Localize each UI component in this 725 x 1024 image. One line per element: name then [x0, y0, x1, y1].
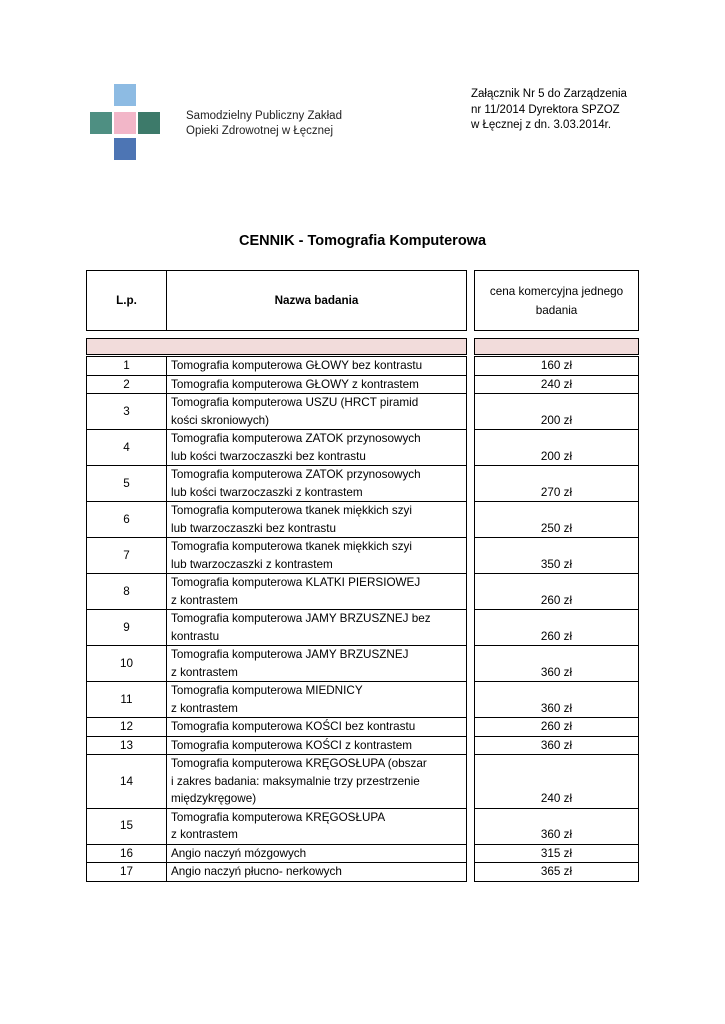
exam-name-line: Tomografia komputerowa KRĘGOSŁUPA (obszar [171, 757, 427, 770]
table-row [87, 682, 467, 718]
exam-price: 260 zł [475, 610, 639, 646]
exam-price: 240 zł [475, 375, 639, 394]
price-row [475, 394, 639, 430]
exam-name [167, 808, 467, 844]
exam-name [167, 466, 467, 502]
price-row [475, 610, 639, 646]
price-row [475, 574, 639, 610]
table-row [87, 538, 467, 574]
row-number: 13 [87, 736, 167, 755]
exam-name-line: międzykręgowe) [171, 792, 257, 805]
row-number: 5 [87, 466, 167, 502]
exam-price: 360 zł [475, 736, 639, 755]
price-row [475, 718, 639, 737]
exam-name-line: Tomografia komputerowa GŁOWY bez kontrastu [171, 359, 423, 372]
price-row [475, 808, 639, 844]
table-band-right [474, 338, 639, 355]
exam-name-line: Tomografia komputerowa tkanek miękkich szyi [171, 540, 412, 553]
exam-name [167, 574, 467, 610]
table-row [87, 755, 467, 809]
row-number: 10 [87, 646, 167, 682]
exam-name-line: lub kości twarzoczaszki z kontrastem [171, 485, 363, 499]
row-number: 14 [87, 755, 167, 809]
table-row [87, 394, 467, 430]
price-row [475, 646, 639, 682]
header-name: Nazwa badania [167, 271, 467, 331]
annex-line3: w Łęcznej z dn. 3.03.2014r. [471, 119, 612, 131]
exam-price: 360 zł [475, 808, 639, 844]
exam-name-line: Tomografia komputerowa KOŚCI z kontrastem [171, 738, 412, 752]
header-price [475, 271, 639, 331]
logo-square-top [114, 84, 136, 106]
price-row [475, 538, 639, 574]
exam-name-line: kontrastu [171, 629, 220, 643]
exam-name-line: kości skroniowych) [171, 413, 270, 427]
exam-name-line: lub twarzoczaszki z kontrastem [171, 557, 333, 571]
exam-name-line: Tomografia komputerowa ZATOK przynosowych [171, 432, 421, 445]
exam-price: 240 zł [475, 755, 639, 809]
exam-name-line: Tomografia komputerowa tkanek miękkich szyi [171, 504, 412, 517]
exam-name [167, 357, 467, 376]
row-number: 12 [87, 718, 167, 737]
table-row [87, 375, 467, 394]
annex-line1: Załącznik Nr 5 do Zarządzenia [471, 88, 627, 100]
price-row [475, 375, 639, 394]
logo-square-left [90, 112, 112, 134]
row-number: 16 [87, 844, 167, 863]
row-number: 11 [87, 682, 167, 718]
exam-name [167, 394, 467, 430]
exam-name-line: Tomografia komputerowa KOŚCI bez kontrastu [171, 720, 416, 733]
table-header-left [86, 270, 467, 331]
price-row [475, 736, 639, 755]
exam-name-line: Angio naczyń mózgowych [171, 846, 307, 860]
exam-name [167, 844, 467, 863]
exam-name [167, 736, 467, 755]
exam-price: 350 zł [475, 538, 639, 574]
annex-note [471, 87, 627, 134]
exam-name-line: Tomografia komputerowa JAMY BRZUSZNEJ bez [171, 612, 431, 625]
price-row [475, 682, 639, 718]
price-row [475, 844, 639, 863]
table-row [87, 646, 467, 682]
exam-price: 260 zł [475, 718, 639, 737]
exam-name-line: Tomografia komputerowa ZATOK przynosowych [171, 468, 421, 481]
exam-price: 200 zł [475, 394, 639, 430]
exam-name-line: Angio naczyń płucno- nerkowych [171, 865, 342, 878]
exam-name [167, 646, 467, 682]
exam-name [167, 863, 467, 882]
table-row [87, 430, 467, 466]
organization-name-line1: Samodzielny Publiczny Zakład [186, 110, 342, 122]
exam-name-line: Tomografia komputerowa KLATKI PIERSIOWEJ [171, 576, 421, 589]
price-row [475, 430, 639, 466]
exam-name-line: z kontrastem [171, 593, 238, 607]
exam-name [167, 718, 467, 737]
header-price-text: cena komercyjna jednego badania [489, 284, 624, 317]
exam-name-line: Tomografia komputerowa GŁOWY z kontrastem [171, 377, 419, 391]
table-row [87, 736, 467, 755]
price-row [475, 863, 639, 882]
row-number: 6 [87, 502, 167, 538]
exam-price: 365 zł [475, 863, 639, 882]
table-row [87, 466, 467, 502]
annex-line2: nr 11/2014 Dyrektora SPZOZ [471, 103, 620, 116]
exam-name-line: Tomografia komputerowa JAMY BRZUSZNEJ [171, 648, 409, 661]
row-number: 1 [87, 357, 167, 376]
table-band-left [86, 338, 467, 355]
organization-name [186, 109, 342, 139]
logo-square-center [114, 112, 136, 134]
exam-price: 360 zł [475, 682, 639, 718]
exam-name [167, 755, 467, 809]
exam-name [167, 682, 467, 718]
exam-name [167, 610, 467, 646]
exam-name [167, 502, 467, 538]
row-number: 9 [87, 610, 167, 646]
exam-name-line: z kontrastem [171, 828, 238, 841]
exam-name-line: z kontrastem [171, 665, 238, 679]
organization-logo [88, 84, 162, 160]
row-number: 2 [87, 375, 167, 394]
table-row [87, 808, 467, 844]
table-row [87, 610, 467, 646]
exam-name-line: z kontrastem [171, 701, 238, 715]
exam-price: 250 zł [475, 502, 639, 538]
exam-name [167, 375, 467, 394]
exam-name-line: Tomografia komputerowa KRĘGOSŁUPA [171, 810, 386, 824]
exam-name [167, 538, 467, 574]
exam-name-line: Tomografia komputerowa USZU (HRCT piramid [171, 396, 419, 409]
price-row [475, 502, 639, 538]
exam-name-line: lub kości twarzoczaszki bez kontrastu [171, 449, 366, 463]
row-number: 15 [87, 808, 167, 844]
price-row [475, 755, 639, 809]
exam-price: 260 zł [475, 574, 639, 610]
price-row [475, 357, 639, 376]
exam-price: 270 zł [475, 466, 639, 502]
table-row [87, 502, 467, 538]
price-row [475, 466, 639, 502]
table-header-right [474, 270, 639, 331]
price-table-prices [474, 356, 639, 882]
table-row [87, 574, 467, 610]
header-lp: L.p. [87, 271, 167, 331]
row-number: 4 [87, 430, 167, 466]
row-number: 8 [87, 574, 167, 610]
price-table-names [86, 356, 467, 882]
exam-name-line: i zakres badania: maksymalnie trzy przestrzenie [171, 774, 420, 788]
row-number: 3 [87, 394, 167, 430]
exam-price: 200 zł [475, 430, 639, 466]
exam-name-line: Tomografia komputerowa MIEDNICY [171, 684, 363, 697]
table-row [87, 863, 467, 882]
logo-square-right [138, 112, 160, 134]
organization-name-line2: Opieki Zdrowotnej w Łęcznej [186, 125, 334, 137]
document-title: CENNIK - Tomografia Komputerowa [238, 233, 487, 249]
exam-price: 160 zł [475, 357, 639, 376]
logo-square-bottom [114, 138, 136, 160]
table-row [87, 718, 467, 737]
table-row [87, 844, 467, 863]
exam-name [167, 430, 467, 466]
exam-price: 360 zł [475, 646, 639, 682]
row-number: 17 [87, 863, 167, 882]
exam-price: 315 zł [475, 844, 639, 863]
exam-name-line: lub twarzoczaszki bez kontrastu [171, 521, 336, 535]
row-number: 7 [87, 538, 167, 574]
table-row [87, 357, 467, 376]
